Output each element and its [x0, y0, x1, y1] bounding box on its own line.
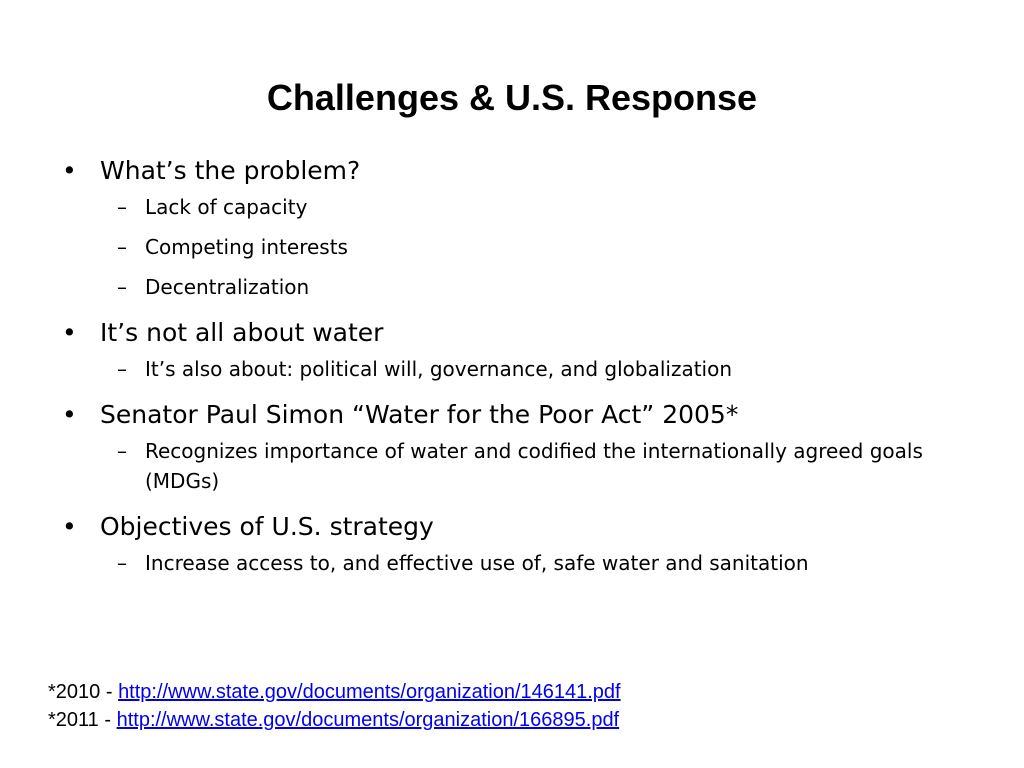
sub-bullet-text: Lack of capacity	[145, 195, 308, 219]
sub-bullet-item	[60, 436, 960, 496]
slide-title: Challenges & U.S. Response	[266, 77, 758, 118]
sub-bullet-marker: –	[117, 235, 127, 259]
footnote-link-2011[interactable]: http://www.state.gov/documents/organization/166895.pdf	[116, 709, 620, 731]
bullet-marker: •	[62, 318, 77, 347]
sub-bullet-marker: –	[117, 357, 127, 381]
bullet-group-objectives	[60, 506, 960, 578]
bullet-marker: •	[62, 512, 77, 541]
sub-bullet-marker: –	[117, 551, 127, 575]
sub-bullet-text: Decentralization	[145, 275, 310, 299]
bullet-group-act	[60, 394, 960, 496]
bullet-text: Objectives of U.S. strategy	[100, 512, 434, 541]
sub-bullet-marker: –	[117, 275, 127, 299]
bullet-marker: •	[62, 156, 77, 185]
bullet-text: It’s not all about water	[100, 318, 384, 347]
sub-bullet-item	[60, 272, 960, 302]
bullet-group-problem	[60, 150, 960, 302]
footnote-2011	[48, 706, 621, 734]
slide-content	[60, 150, 960, 588]
bullet-item	[60, 506, 960, 548]
bullet-group-not-water	[60, 312, 960, 384]
sub-bullet-text: Increase access to, and effective use of, safe water and sanitation	[145, 551, 809, 575]
bullet-item	[60, 394, 960, 436]
sub-bullet-text: It’s also about: political will, governance, and globalization	[145, 357, 733, 381]
bullet-text: Senator Paul Simon “Water for the Poor Act” 2005*	[100, 400, 739, 429]
sub-bullet-item	[60, 232, 960, 262]
sub-bullet-item	[60, 354, 960, 384]
sub-bullet-text: Competing interests	[145, 235, 348, 259]
sub-bullet-marker: –	[117, 439, 127, 463]
bullet-item	[60, 150, 960, 192]
bullet-item	[60, 312, 960, 354]
footnote-prefix: *2011 -	[48, 709, 117, 731]
sub-bullet-item	[60, 192, 960, 222]
bullet-marker: •	[62, 400, 77, 429]
footnote-link-2010[interactable]: http://www.state.gov/documents/organization/146141.pdf	[118, 681, 621, 703]
sub-bullet-text: Recognizes importance of water and codified the internationally agreed goals (MDGs)	[145, 439, 923, 493]
footnote-prefix: *2010 -	[48, 681, 119, 703]
bullet-text: What’s the problem?	[100, 156, 361, 185]
footnotes	[48, 678, 621, 734]
sub-bullet-item	[60, 548, 960, 578]
footnote-2010	[48, 678, 621, 706]
sub-bullet-marker: –	[117, 195, 127, 219]
